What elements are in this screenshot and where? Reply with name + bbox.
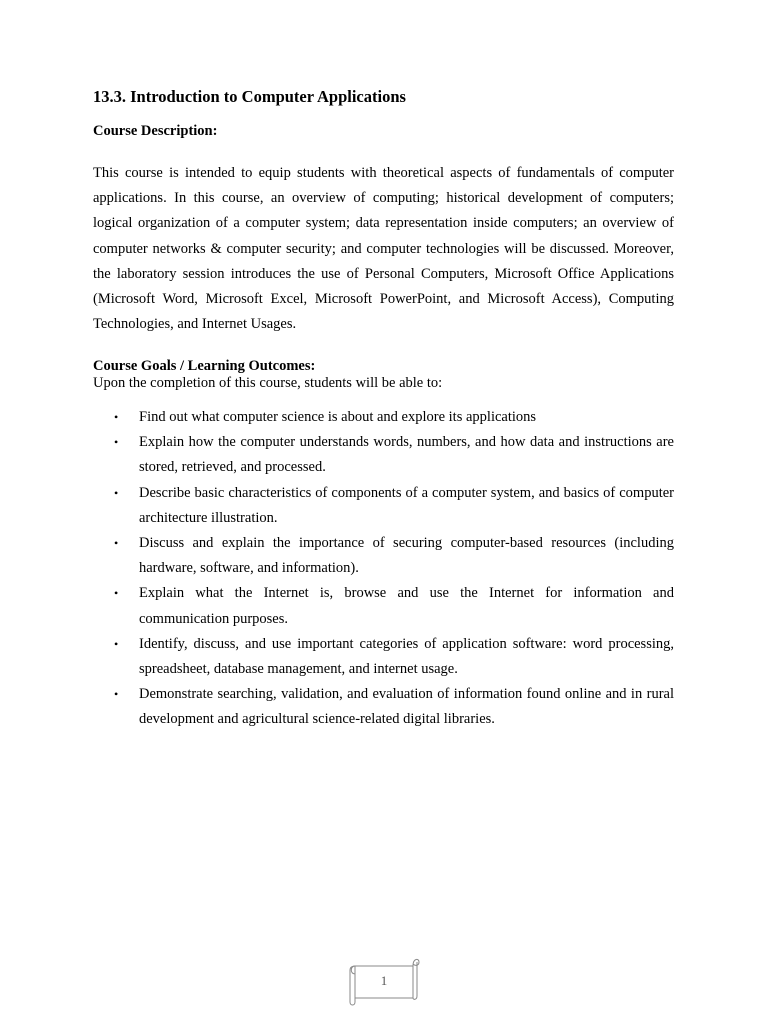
list-item-text: Explain what the Internet is, browse and use the Internet for information and communication purposes. [139, 585, 674, 627]
list-item [93, 481, 674, 531]
list-item [93, 405, 674, 430]
bullet-icon: • [114, 410, 119, 424]
page-number: 1 [380, 973, 388, 988]
list-item-text: Describe basic characteristics of components of a computer system, and basics of computer architecture illustration. [139, 484, 674, 526]
bullet-icon: • [114, 435, 119, 450]
course-description-body: This course is intended to equip students with theoretical aspects of fundamentals of computer applications. In this course, an overview of computing; historical development of computers; logical organization of a computer system; data representation inside computers; an overview of computer networks & computer security; and computer technologies will be discussed. Moreover, the laboratory session introduces the use of Personal Computers, Microsoft Office Applications (Microsoft Word, Microsoft Excel, Microsoft PowerPoint, and Microsoft Access), Computing Technologies, and Internet Usages. [93, 165, 674, 333]
list-item-text: Explain how the computer understands words, numbers, and how data and instructions are stored, retrieved, and processed. [139, 434, 674, 476]
page-number-badge [347, 954, 421, 1006]
list-item-text: Find out what computer science is about and explore its applications [139, 409, 537, 425]
course-goals-intro: Upon the completion of this course, students will be able to: [93, 375, 443, 391]
list-item [93, 531, 674, 581]
learning-outcomes-list [93, 405, 674, 733]
bullet-icon: • [114, 485, 119, 500]
course-description-heading: Course Description: [93, 123, 218, 139]
list-item [93, 430, 674, 480]
list-item [93, 581, 674, 631]
bullet-icon: • [114, 687, 119, 702]
list-item-text: Demonstrate searching, validation, and evaluation of information found online and in rural development and agricultural science-related digital libraries. [139, 686, 674, 728]
list-item-text: Discuss and explain the importance of securing computer-based resources (including hardware, software, and information). [139, 535, 674, 577]
bullet-icon: • [114, 636, 119, 651]
bullet-icon: • [114, 586, 119, 601]
section-title: 13.3. Introduction to Computer Applications [93, 87, 406, 106]
course-goals-heading: Course Goals / Learning Outcomes: [93, 358, 316, 374]
list-item [93, 682, 674, 732]
list-item [93, 632, 674, 682]
list-item-text: Identify, discuss, and use important categories of application software: word processing, spreadsheet, database management, and internet usage. [139, 635, 674, 678]
bullet-icon: • [114, 536, 119, 551]
